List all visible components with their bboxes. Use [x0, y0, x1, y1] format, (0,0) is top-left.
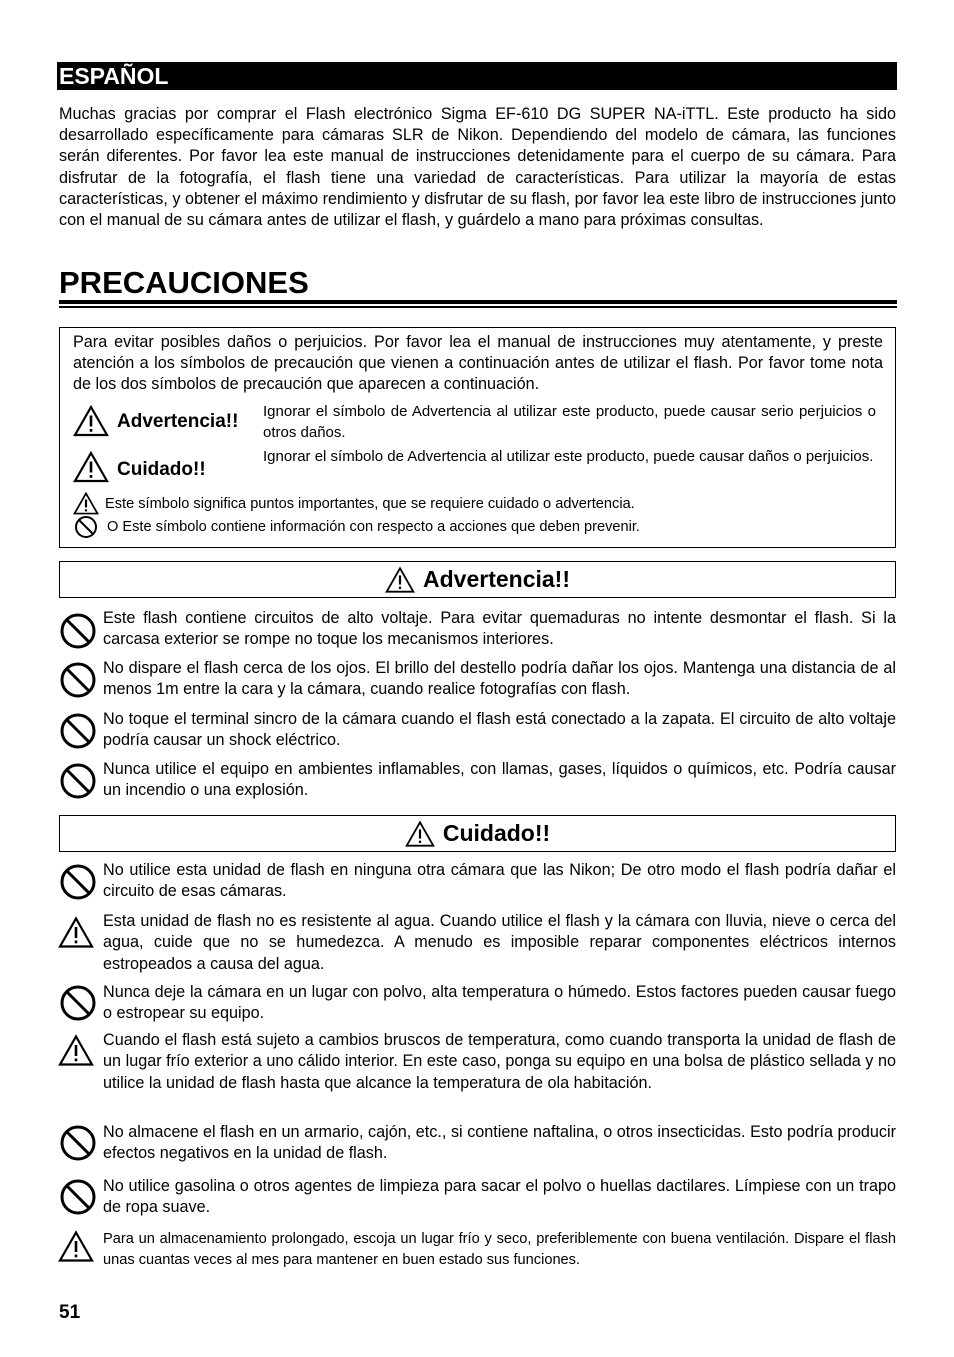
warning-description: Ignorar el símbolo de Advertencia al utilizar este producto, puede causar serio perjuicios o otros daños. — [263, 403, 876, 441]
prohibit-icon — [59, 762, 97, 800]
language-header: ESPAÑOL — [57, 62, 897, 90]
warning-section-header — [59, 561, 896, 598]
warning-triangle-icon — [73, 451, 109, 483]
caution-item: No utilice esta unidad de flash en ninguna otra cámara que las Nikon; De otro modo el flash podría dañar el circuito de esas cámaras. — [103, 861, 896, 901]
prohibit-icon — [74, 515, 98, 539]
prohibit-icon — [59, 612, 97, 650]
caution-item: Esta unidad de flash no es resistente al agua. Cuando utilice el flash y la cámara con lluvia, nieve o cerca del agua, cuide que no se humedezca. A menudo es imposible reparar componentes eléctricos internos estropeados a causa del agua. — [103, 912, 896, 973]
prohibit-icon — [59, 661, 97, 699]
caution-item: Para un almacenamiento prolongado, escoja un lugar frío y seco, preferiblemente con buena ventilación. Dispare el flash unas cuantas veces al mes para mantener en buen estado sus funciones. — [103, 1231, 896, 1268]
caution-section-title: Cuidado!! — [442, 820, 551, 846]
warning-triangle-icon — [58, 1034, 94, 1067]
warning-triangle-icon — [73, 405, 109, 437]
caution-item: No almacene el flash en un armario, cajón, etc., si contiene naftalina, o otros insecticidas. Esto podría producir efectos negativos en la unidad de flash. — [103, 1123, 896, 1163]
warning-item: No dispare el flash cerca de los ojos. El brillo del destello podría dañar los ojos. Mantenga una distancia de al menos 1m entre la cara y la cámara, cuando realice fotografías con flash. — [103, 659, 896, 699]
prohibit-symbol-note: O Este símbolo contiene información con respecto a acciones que deben prevenir. — [107, 519, 640, 535]
page-number: 51 — [59, 1302, 81, 1323]
precautions-title: PRECAUCIONES — [59, 265, 309, 300]
warning-triangle-icon — [58, 916, 94, 949]
prohibit-icon — [59, 984, 97, 1022]
caution-section-header — [59, 815, 896, 852]
intro-paragraph: Muchas gracias por comprar el Flash electrónico Sigma EF-610 DG SUPER NA-iTTL. Este producto ha sido desarrollado específicamente para cámaras SLR de Nikon. Dependiendo del modelo de cámara, las funciones serán diferentes. Por favor lea este manual de instrucciones detenidamente para el cuerpo de su cámara. Para disfrutar de la fotografía, el flash tiene una variedad de características. Para utilizar la mayoría de estas características, y obtener el máximo rendimiento y disfrutar de su flash, por favor lea este libro de instrucciones junto con el manual de su cámara antes de utilizar el flash, y guárdelo a mano para próximas consultas. — [59, 105, 896, 230]
warning-item: No toque el terminal sincro de la cámara cuando el flash está conectado a la zapata. El circuito de alto voltaje podría causar un shock eléctrico. — [103, 710, 896, 750]
caution-label: Cuidado!! — [117, 459, 206, 480]
title-rule-thin — [59, 306, 897, 308]
warning-section-title: Advertencia!! — [423, 566, 570, 592]
triangle-symbol-note: Este símbolo significa puntos importantes, que se requiere cuidado o advertencia. — [105, 496, 635, 512]
warning-triangle-icon — [73, 492, 99, 515]
prohibit-icon — [59, 863, 97, 901]
warning-item: Nunca utilice el equipo en ambientes inflamables, con llamas, gases, líquidos o químicos, etc. Podría causar un incendio o una explosión. — [103, 760, 896, 800]
prohibit-icon — [59, 712, 97, 750]
warning-label: Advertencia!! — [117, 411, 239, 432]
warning-triangle-icon — [58, 1230, 94, 1263]
warning-triangle-icon — [405, 820, 435, 848]
warning-triangle-icon — [385, 566, 415, 594]
prohibit-icon — [59, 1178, 97, 1216]
caution-item: Nunca deje la cámara en un lugar con polvo, alta temperatura o húmedo. Estos factores pueden causar fuego o estropear su equipo. — [103, 983, 896, 1023]
symbols-intro: Para evitar posibles daños o perjuicios. Por favor lea el manual de instrucciones muy atentamente, y preste atención a los símbolos de precaución que vienen a continuación antes de utilizar el flash. Por favor tome nota de los dos símbolos de precaución que aparecen a continuación. — [73, 333, 883, 394]
title-rule-thick — [59, 300, 897, 304]
caution-item: Cuando el flash está sujeto a cambios bruscos de temperatura, como cuando transporta la unidad de flash de un lugar frío exterior a uno cálido interior. En este caso, ponga su equipo en una bolsa de plástico sellada y no utilice la unidad de flash hasta que alcance la temperatura de ola habitación. — [103, 1031, 896, 1092]
caution-item: No utilice gasolina o otros agentes de limpieza para sacar el polvo o huellas dactilares. Límpiese con un trapo de ropa suave. — [103, 1177, 896, 1217]
caution-description: Ignorar el símbolo de Advertencia al utilizar este producto, puede causar daños o perjuicios. — [263, 448, 874, 465]
prohibit-icon — [59, 1124, 97, 1162]
warning-item: Este flash contiene circuitos de alto voltaje. Para evitar quemaduras no intente desmontar el flash. Si la carcasa exterior se rompe no toque los mecanismos interiores. — [103, 609, 896, 649]
